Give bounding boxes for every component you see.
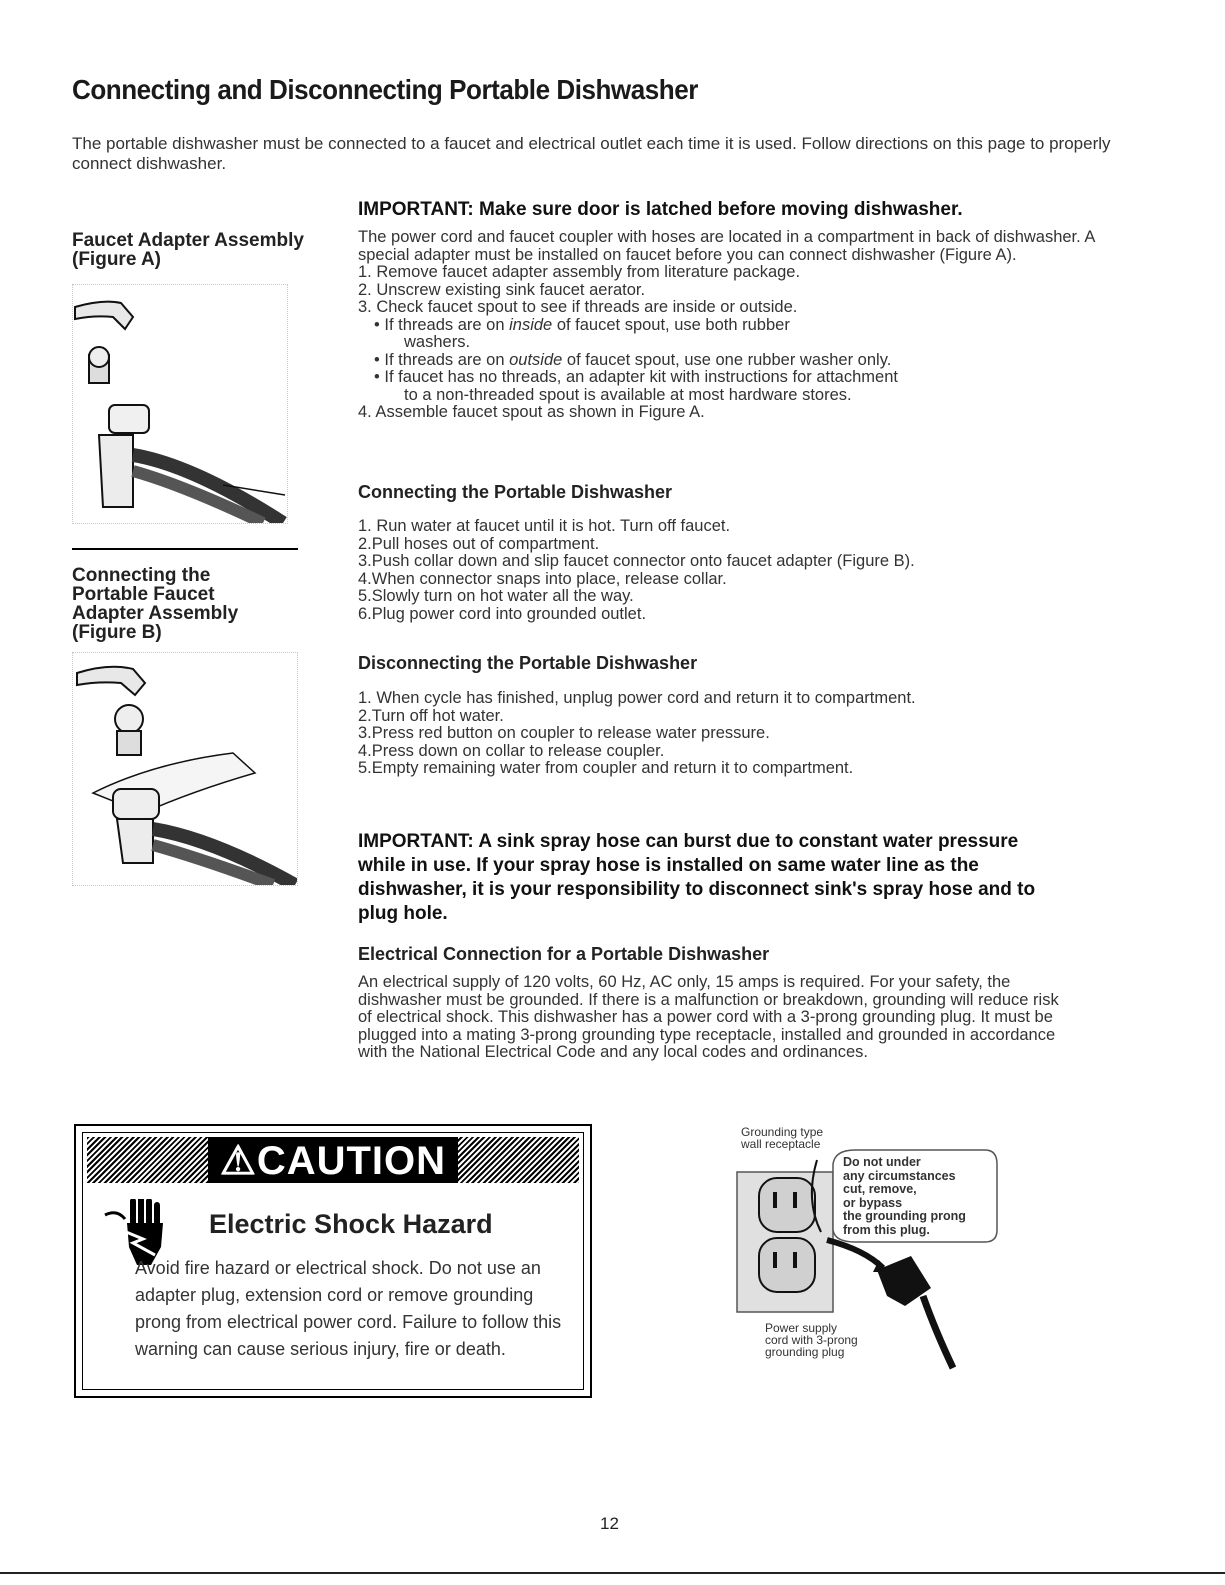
- page-title: Connecting and Disconnecting Portable Dishwasher: [72, 74, 698, 105]
- grounding-plug-figure: [735, 1120, 1000, 1380]
- faucet-step-2: 2. Unscrew existing sink faucet aerator.: [358, 280, 646, 299]
- warning-bubble-text: Do not under any circumstances cut, remove, or bypass the grounding prong from this plug.: [843, 1155, 966, 1237]
- hazard-text: Avoid fire hazard or electrical shock. Do not use an adapter plug, extension cord or remove grounding prong from electrical power cord. Failure to follow this warning can cause serious injury, fire or death.: [135, 1258, 562, 1359]
- faucet-adapter-instructions: [358, 229, 1098, 422]
- disconnecting-heading: Disconnecting the Portable Dishwasher: [358, 653, 698, 673]
- thread-bullet-outside: • If threads are on outside of faucet spout, use one rubber washer only.: [374, 350, 892, 369]
- disconnecting-steps: [358, 690, 1098, 778]
- connecting-step: 2.Pull hoses out of compartment.: [358, 534, 600, 553]
- figure-a-faucet-illustration: [72, 284, 288, 524]
- figure-b-connecting-illustration: [72, 652, 298, 886]
- faucet-step-3: 3. Check faucet spout to see if threads are inside or outside.: [358, 298, 798, 316]
- important-spray-hose-notice: IMPORTANT: A sink spray hose can burst due to constant water pressure while in use. If your spray hose is installed on same water line as the dishwasher, it is your responsibility to disconnect sink's spray hose and to plug hole.: [358, 831, 1036, 924]
- disconnecting-step: 3.Press red button on coupler to release water pressure.: [358, 724, 770, 742]
- page-number: 12: [600, 1514, 619, 1533]
- connecting-step: 1. Run water at faucet until it is hot. Turn off faucet.: [358, 517, 731, 535]
- thread-bullet-none-cont: to a non-threaded spout is available at most hardware stores.: [404, 385, 852, 404]
- thread-bullet-none: • If faucet has no threads, an adapter kit with instructions for attachment: [374, 368, 898, 386]
- cord-label: Power supply cord with 3-prong grounding plug: [765, 1321, 858, 1359]
- connecting-heading: Connecting the Portable Dishwasher: [358, 482, 673, 502]
- connecting-step: 4.When connector snaps into place, release collar.: [358, 569, 727, 588]
- connecting-step: 6.Plug power cord into grounded outlet.: [358, 604, 647, 623]
- connecting-step: 3.Push collar down and slip faucet connector onto faucet adapter (Figure B).: [358, 552, 915, 570]
- caution-label: ⚠CAUTION: [208, 1137, 458, 1183]
- important-latch-notice: IMPORTANT: Make sure door is latched before moving dishwasher.: [358, 199, 963, 220]
- electrical-heading: Electrical Connection for a Portable Dishwasher: [358, 944, 770, 964]
- connecting-steps: [358, 518, 1098, 623]
- electrical-paragraph: An electrical supply of 120 volts, 60 Hz, AC only, 15 amps is required. For your safety, the dishwasher must be grounded. If there is a malfunction or breakdown, grounding will reduce risk of electrical shock. This dishwasher has a power cord with a 3-prong grounding plug. It must be plugged into a mating 3-prong grounding type receptacle, installed and grounded in accordance with the National Electrical Code and any local codes and ordinances.: [358, 973, 1059, 1061]
- disconnecting-step: 2.Turn off hot water.: [358, 706, 504, 725]
- connecting-step: 5.Slowly turn on hot water all the way.: [358, 587, 634, 605]
- disconnecting-step: 4.Press down on collar to release coupler.: [358, 741, 665, 760]
- hazard-title: Electric Shock Hazard: [209, 1209, 493, 1239]
- thread-bullet-inside-cont: washers.: [404, 333, 471, 351]
- figure-a-heading: Faucet Adapter Assembly (Figure A): [72, 230, 304, 270]
- receptacle-label: Grounding type wall receptacle: [741, 1125, 824, 1151]
- bottom-rule: [0, 1572, 1225, 1574]
- thread-bullet-inside: • If threads are on inside of faucet spout, use both rubber: [374, 315, 790, 334]
- faucet-step-4: 4. Assemble faucet spout as shown in Figure A.: [358, 403, 705, 421]
- sidebar-divider: [72, 548, 298, 550]
- faucet-step-1: 1. Remove faucet adapter assembly from literature package.: [358, 263, 801, 281]
- disconnecting-step: 5.Empty remaining water from coupler and return it to compartment.: [358, 759, 854, 777]
- figure-b-heading: Connecting the Portable Faucet Adapter Assembly (Figure B): [72, 565, 239, 643]
- caution-box: [74, 1124, 592, 1398]
- caution-banner: [87, 1137, 579, 1183]
- disconnecting-step: 1. When cycle has finished, unplug power cord and return it to compartment.: [358, 689, 916, 707]
- faucet-adapter-paragraph: The power cord and faucet coupler with hoses are located in a compartment in back of dishwasher. A special adapter must be installed on faucet before you can connect dishwasher (Figure A).: [358, 228, 1095, 264]
- intro-paragraph: The portable dishwasher must be connected to a faucet and electrical outlet each time it is used. Follow directions on this page to properly connect dishwasher.: [72, 134, 1111, 173]
